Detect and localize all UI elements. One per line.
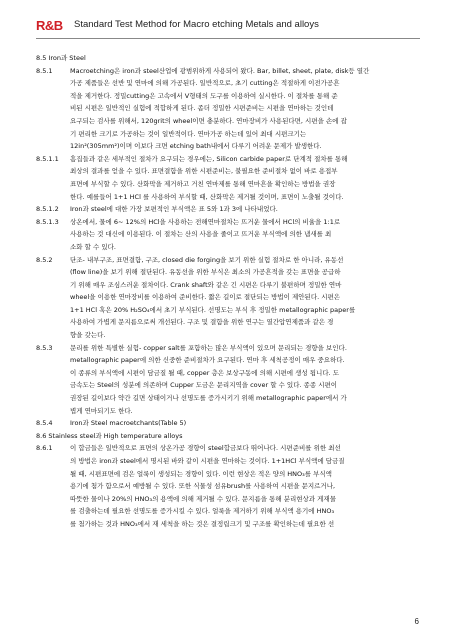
- body-line: [36, 480, 422, 493]
- clause-text: 향을 갖는다.: [70, 331, 106, 340]
- clause-number: [36, 291, 70, 304]
- clause-number: [36, 115, 70, 128]
- clause-text: 용기에 첨가 함으로서 예방될 수 있다. 또한 식물성 섬유brush를 사용하여 시편을 문지르거나,: [70, 482, 336, 491]
- clause-text: Macroetching은 iron과 steel산업에 광범위하게 사용되어 왔다. Bar, billet, sheet, plate, disk등 열간: [70, 66, 370, 75]
- clause-text: 사용하여 가볍게 문지름으로써 개선된다. 구조 및 결함을 위한 연구는 열간압연제품과 같은 경: [70, 318, 334, 327]
- clause-text: 따뜻한 물이나 20%의 HNO₃의 용액에 의해 제거될 수 있다. 문지름을 통해 분리현상과 게재물: [70, 494, 336, 503]
- body-line: [36, 102, 422, 115]
- clause-text: wheel을 이용한 연마장비를 이용하여 준비한다. 짧은 길이로 절단되는 방법이 제안된다. 시편은: [70, 293, 341, 302]
- body-line: [36, 191, 422, 204]
- section-heading-suffix: 과 Steel: [60, 54, 86, 62]
- clause-number: 8.6.1: [36, 444, 53, 453]
- clause-text: 단조- 내부구조, 표면결함, 구조, closed die forging을 보기 위한 실험 절차로 한 아니라, 유동선: [70, 255, 344, 264]
- clause-number: [36, 102, 70, 115]
- clause-text: 의 방법은 iron과 steel에서 명시된 바와 같이 시편을 연마하는 것이다. 1+1HCl 부식액에 담금질: [70, 457, 345, 465]
- clause-text: 기 편리한 크기로 가공하는 것이 일반적이다. 연마가공 하는데 있어 최대 시편크기는: [70, 129, 307, 138]
- clause-text: 가공 제품들은 선반 및 연마에 의해 가공된다. 일반적으로, 초기 cutting은 적절하게 이전가공흔: [70, 79, 340, 88]
- section-heading: [36, 430, 422, 443]
- clause-number: [36, 178, 70, 191]
- body-line: [36, 65, 422, 78]
- clause-text: 소화 할 수 있다.: [70, 242, 116, 251]
- section-heading-suffix: 과 High temperature alloys: [95, 431, 183, 440]
- clause-text: 문리를 위한 특별한 실험- copper salt를 포함하는 많은 부식액이 있으며 문리되는 경향을 보인다.: [70, 343, 347, 352]
- clause-text: 될 때, 시편표면에 검은 얼룩이 생성되는 경향이 있다. 이런 현상은 적은 양의 HNO₃를 부식액: [70, 469, 332, 478]
- body-line: [36, 291, 422, 304]
- clause-number: [36, 493, 70, 506]
- clause-number: [36, 367, 70, 380]
- clause-number: [36, 505, 70, 518]
- section-heading-text: 8.6 Stainless steel: [36, 431, 96, 440]
- section-heading: [36, 52, 422, 65]
- body-line: [36, 392, 422, 405]
- body-line: [36, 342, 422, 355]
- body-line: [36, 442, 422, 455]
- body-line: [36, 518, 422, 531]
- body-line: [36, 405, 422, 418]
- clause-text: 표면에 부식할 수 있다. 산화막을 제거하고 거친 연마제를 통해 연마흔을 확인하는 방법을 권장: [70, 179, 336, 188]
- body-line: [36, 367, 422, 380]
- clause-number: [36, 228, 70, 241]
- clause-number: [36, 191, 70, 204]
- body-line: [36, 354, 422, 367]
- body-line: [36, 417, 422, 430]
- clause-text: 이 합금들은 일반적으로 표면의 상온가공 경향이 steel합금보다 뛰어나다. 시편준비를 위한 최선: [70, 444, 341, 453]
- clause-number: [36, 468, 70, 481]
- clause-text: 1+1 HCl 혹은 20% H₂SO₄에서 초기 부식된다. 선명도는 부식 후 정밀한 metallographic paper를: [70, 305, 356, 314]
- clause-number: 8.5.1.2: [36, 205, 59, 214]
- body-line: [36, 279, 422, 292]
- clause-text: 흠집들과 같은 세부적인 절차가 요구되는 경우에는, Silicon carbide paper로 단계적 절차를 통해: [70, 154, 348, 163]
- clause-number: 8.5.1.1: [36, 154, 59, 163]
- document-title: Standard Test Method for Macro etching Metals and alloys: [74, 19, 319, 30]
- clause-number: [36, 392, 70, 405]
- header-divider: [36, 38, 420, 39]
- body-line: [36, 228, 422, 241]
- clause-text: 를 첨가하는 것과 HNO₃에서 재 세척을 하는 것은 결정립크기 및 구조를 확인하는데 필요한 선: [70, 519, 335, 528]
- body-line: [36, 153, 422, 166]
- clause-number: [36, 379, 70, 392]
- clause-text: 적을 제거한다. 정밀cutting은 고속에서 V형태의 도구를 이용하여 실시한다. 이 절차를 통해 준: [70, 91, 338, 100]
- body-line: [36, 216, 422, 229]
- clause-number: 8.5.4: [36, 419, 53, 428]
- body-line: [36, 77, 422, 90]
- clause-number: [36, 480, 70, 493]
- clause-number: [36, 90, 70, 103]
- body-line: [36, 140, 422, 153]
- body-line: [36, 266, 422, 279]
- clause-number: [36, 140, 70, 153]
- clause-text: 금속도는 Steel의 성분에 의존하며 Cupper 도금은 문리지역을 cover 할 수 있다. 종종 시편이: [70, 381, 338, 390]
- clause-number: [36, 518, 70, 531]
- clause-number: 8.5.3: [36, 343, 53, 352]
- clause-text: 이 종류의 부식액에 시편이 담금질 될 때, copper 층은 보상구동에 의해 시편에 생성 됩니다. 도: [70, 368, 340, 377]
- clause-text: 를 검출하는데 필요한 선명도를 증가시킬 수 있다. 얼룩을 제거하기 위해 부식액 용기에 HNO₃: [70, 507, 335, 516]
- clause-number: 8.5.2: [36, 255, 53, 264]
- body-line: [36, 379, 422, 392]
- company-logo: R&B: [36, 18, 63, 33]
- clause-number: [36, 405, 70, 418]
- clause-number: [36, 279, 70, 292]
- clause-number: [36, 455, 70, 468]
- body-line: [36, 304, 422, 317]
- clause-number: [36, 77, 70, 90]
- body-line: [36, 241, 422, 254]
- clause-text: metallographic paper에 의한 신중한 준비절차가 요구된다. 연마 후 세척공정이 매우 중요하다.: [70, 356, 345, 365]
- clause-text: 최상의 결과를 얻을 수 있다. 표면결함을 위한 시편준비는, 불필요한 준비절차 없이 바로 용접부: [70, 167, 338, 176]
- clause-number: [36, 241, 70, 254]
- clause-number: [36, 266, 70, 279]
- clause-text: 한다. 예를들어 1+1 HCl 를 사용하여 부식할 때, 산화막은 제거될 것이며, 표면이 노출될 것이다.: [70, 192, 344, 201]
- clause-number: 8.5.1: [36, 66, 53, 75]
- body-line: [36, 115, 422, 128]
- section-heading-text: 8.5 Iron: [36, 54, 61, 62]
- clause-text: (flow line)을 보기 위해 절단된다. 유동선을 위한 부식은 최소의 가공흔적을 갖는 표면을 공급하: [70, 268, 341, 277]
- clause-text: 상온에서, 물에 6~ 12%의 HCl을 사용하는 전해연마절차는 뜨거운 물에서 HCl의 비율을 1:1로: [70, 217, 341, 226]
- page-number: 6: [414, 617, 419, 626]
- body-line: [36, 165, 422, 178]
- body-line: [36, 128, 422, 141]
- clause-number: [36, 316, 70, 329]
- clause-number: [36, 329, 70, 342]
- clause-text: 요구되는 검사를 위해서, 120grit의 wheel이면 충분하다. 연마장비가 사용된다면, 시편을 손에 잡: [70, 116, 347, 125]
- body-line: [36, 468, 422, 481]
- body-line: [36, 178, 422, 191]
- body-line: [36, 455, 422, 468]
- clause-number: [36, 165, 70, 178]
- clause-text: 권장된 길이보다 약간 길면 상태이거나 선명도를 증가시키기 위해 metallographic paper에서 가: [70, 394, 347, 403]
- page-header: [36, 18, 420, 40]
- body-line: [36, 90, 422, 103]
- body-line: [36, 316, 422, 329]
- body-line: [36, 203, 422, 216]
- clause-text: Iron과 steel에 대한 가장 보편적인 부식액은 표 5와 1과 3에 나타내었다.: [70, 205, 278, 214]
- clause-text: 볍게 연마되기도 한다.: [70, 406, 133, 415]
- clause-text: Iron과 Steel macroetchants(Table 5): [70, 419, 187, 428]
- body-line: [36, 505, 422, 518]
- body-line: [36, 493, 422, 506]
- clause-text: 기 위해 매우 조심스러운 절차이다. Crank shaft와 같은 긴 시편은 다루기 불편하며 정밀한 연마: [70, 280, 342, 289]
- clause-text: 사용하는 것 대신에 이용된다. 이 절차는 산의 사용을 줄이고 뜨거운 부식액에 의한 냄새를 최: [70, 230, 332, 239]
- body-line: [36, 254, 422, 267]
- body-line: [36, 329, 422, 342]
- clause-number: 8.5.1.3: [36, 217, 59, 226]
- clause-number: [36, 304, 70, 317]
- document-body: [36, 52, 422, 531]
- clause-number: [36, 354, 70, 367]
- clause-text: 비된 시편은 일반적인 실험에 적합하게 된다. 좀더 정밀한 시편준비는 시편을 연마하는 것인데: [70, 104, 334, 113]
- clause-text: 12in²(305mm²)이며 이보다 크면 etching bath내에서 다루기 어려운 문제가 발생한다.: [70, 142, 322, 151]
- clause-number: [36, 128, 70, 141]
